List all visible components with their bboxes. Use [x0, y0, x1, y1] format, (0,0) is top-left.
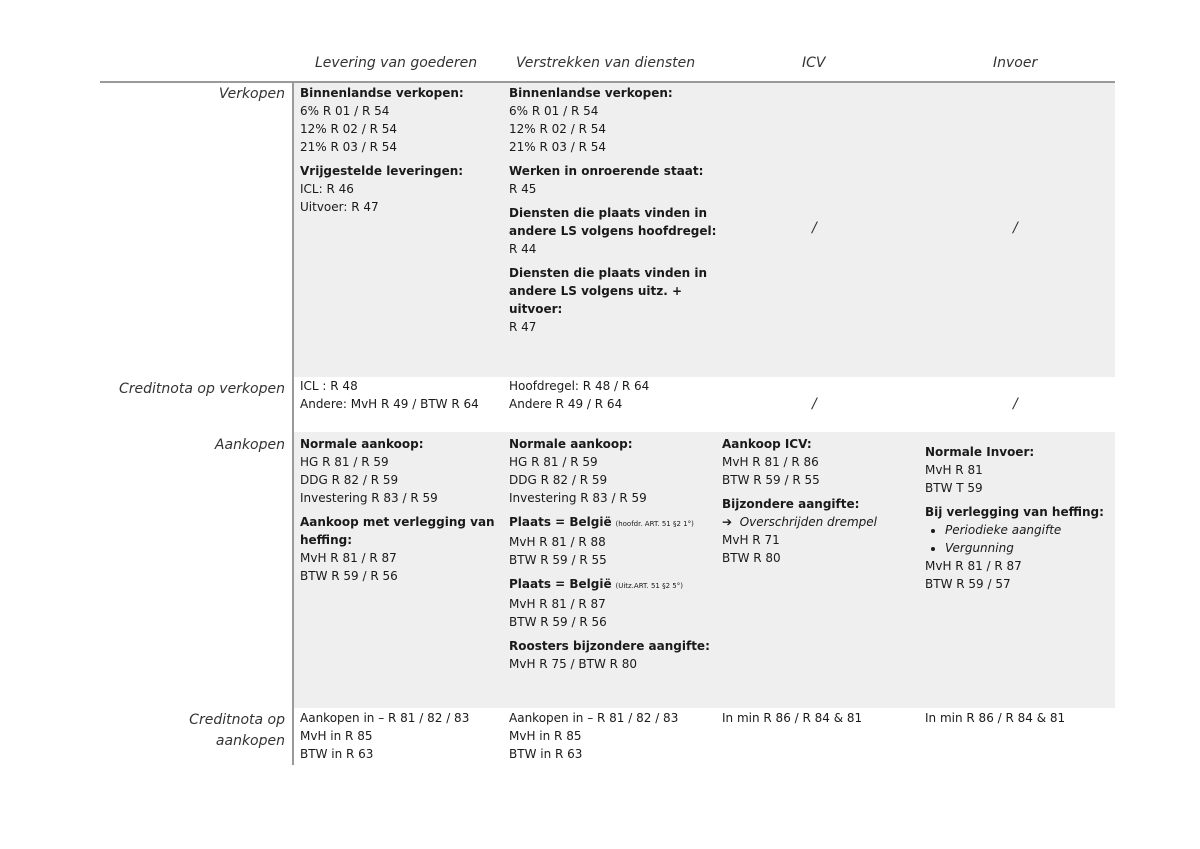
header-levering: Levering van goederen — [315, 55, 478, 71]
row-label-divider — [292, 82, 294, 765]
verkopen-levering-cell: Binnenlandse verkopen: 6% R 01 / R 54 12% R 02 / R 54 21% R 03 / R 54 Vrijgestelde leveringen: ICL: R 46 Uitvoer: R 47 — [300, 86, 464, 214]
creditnota-aankopen-levering-cell: Aankopen in – R 81 / 82 / 83 MvH in R 85 BTW in R 63 — [300, 711, 470, 761]
row-label-aankopen: Aankopen — [214, 437, 285, 453]
creditnota-verkopen-levering-cell: ICL : R 48 Andere: MvH R 49 / BTW R 64 — [300, 379, 479, 411]
verkopen-icv-value: / — [812, 220, 817, 236]
aankopen-diensten-cell: Normale aankoop: HG R 81 / R 59 DDG R 82 / R 59 Investering R 83 / R 59 Plaats = België (hoofdr. ART. 51 §2 1°) MvH R 81 / R 88 BTW R 59 / R 55 Plaats = België (Uitz.ART. 51 §2 5°) MvH R 81 / R 87 BTW R 59 / R 56 Roosters bijzondere aangifte: MvH R 75 / BTW R 80 — [509, 437, 710, 671]
aankopen-invoer-cell: Normale Invoer: MvH R 81 BTW T 59 Bij verlegging van heffing: • Periodieke aangifte • Vergunning MvH R 81 / R 87 BTW R 59 / 57 — [925, 443, 1104, 593]
creditnota-verkopen-invoer-value: / — [1013, 396, 1018, 412]
aankopen-levering-cell: Normale aankoop: HG R 81 / R 59 DDG R 82 / R 59 Investering R 83 / R 59 Aankoop met verlegging van heffing: MvH R 81 / R 87 BTW R 59 / R 56 — [300, 437, 495, 583]
creditnota-verkopen-diensten-cell: Hoofdregel: R 48 / R 64 Andere R 49 / R 64 — [509, 379, 650, 411]
creditnota-aankopen-icv-cell: In min R 86 / R 84 & 81 — [722, 711, 863, 725]
creditnota-verkopen-icv-value: / — [812, 396, 817, 412]
invoer-bullet-list — [925, 521, 1104, 557]
header-invoer: Invoer — [993, 55, 1038, 71]
arrow-right-icon: ➔ — [722, 515, 733, 529]
row-label-creditnota-verkopen: Creditnota op verkopen — [119, 381, 285, 397]
header-diensten: Verstrekken van diensten — [516, 55, 696, 71]
creditnota-aankopen-invoer-cell: In min R 86 / R 84 & 81 — [925, 711, 1066, 725]
list-item: • Periodieke aangifte — [945, 521, 1104, 539]
verkopen-diensten-cell: Binnenlandse verkopen: 6% R 01 / R 54 12% R 02 / R 54 21% R 03 / R 54 Werken in onroerende staat: R 45 Diensten die plaats vinden in andere LS volgens hoofdregel: R 44 Diensten die plaats vinden in andere LS volgens uitz. + uitvoer: R 47 — [509, 86, 717, 334]
creditnota-aankopen-diensten-cell: Aankopen in – R 81 / 82 / 83 MvH in R 85 BTW in R 63 — [509, 711, 679, 761]
aankopen-icv-cell: Aankoop ICV: MvH R 81 / R 86 BTW R 59 / R 55 Bijzondere aangifte: ➔ Overschrijden drempel MvH R 71 BTW R 80 — [722, 437, 877, 565]
row-label-creditnota-aankopen: Creditnota op aankopen — [189, 712, 285, 749]
list-item: • Vergunning — [945, 539, 1104, 557]
header-icv: ICV — [802, 55, 826, 71]
verkopen-invoer-value: / — [1013, 220, 1018, 236]
row-label-verkopen: Verkopen — [218, 86, 285, 102]
